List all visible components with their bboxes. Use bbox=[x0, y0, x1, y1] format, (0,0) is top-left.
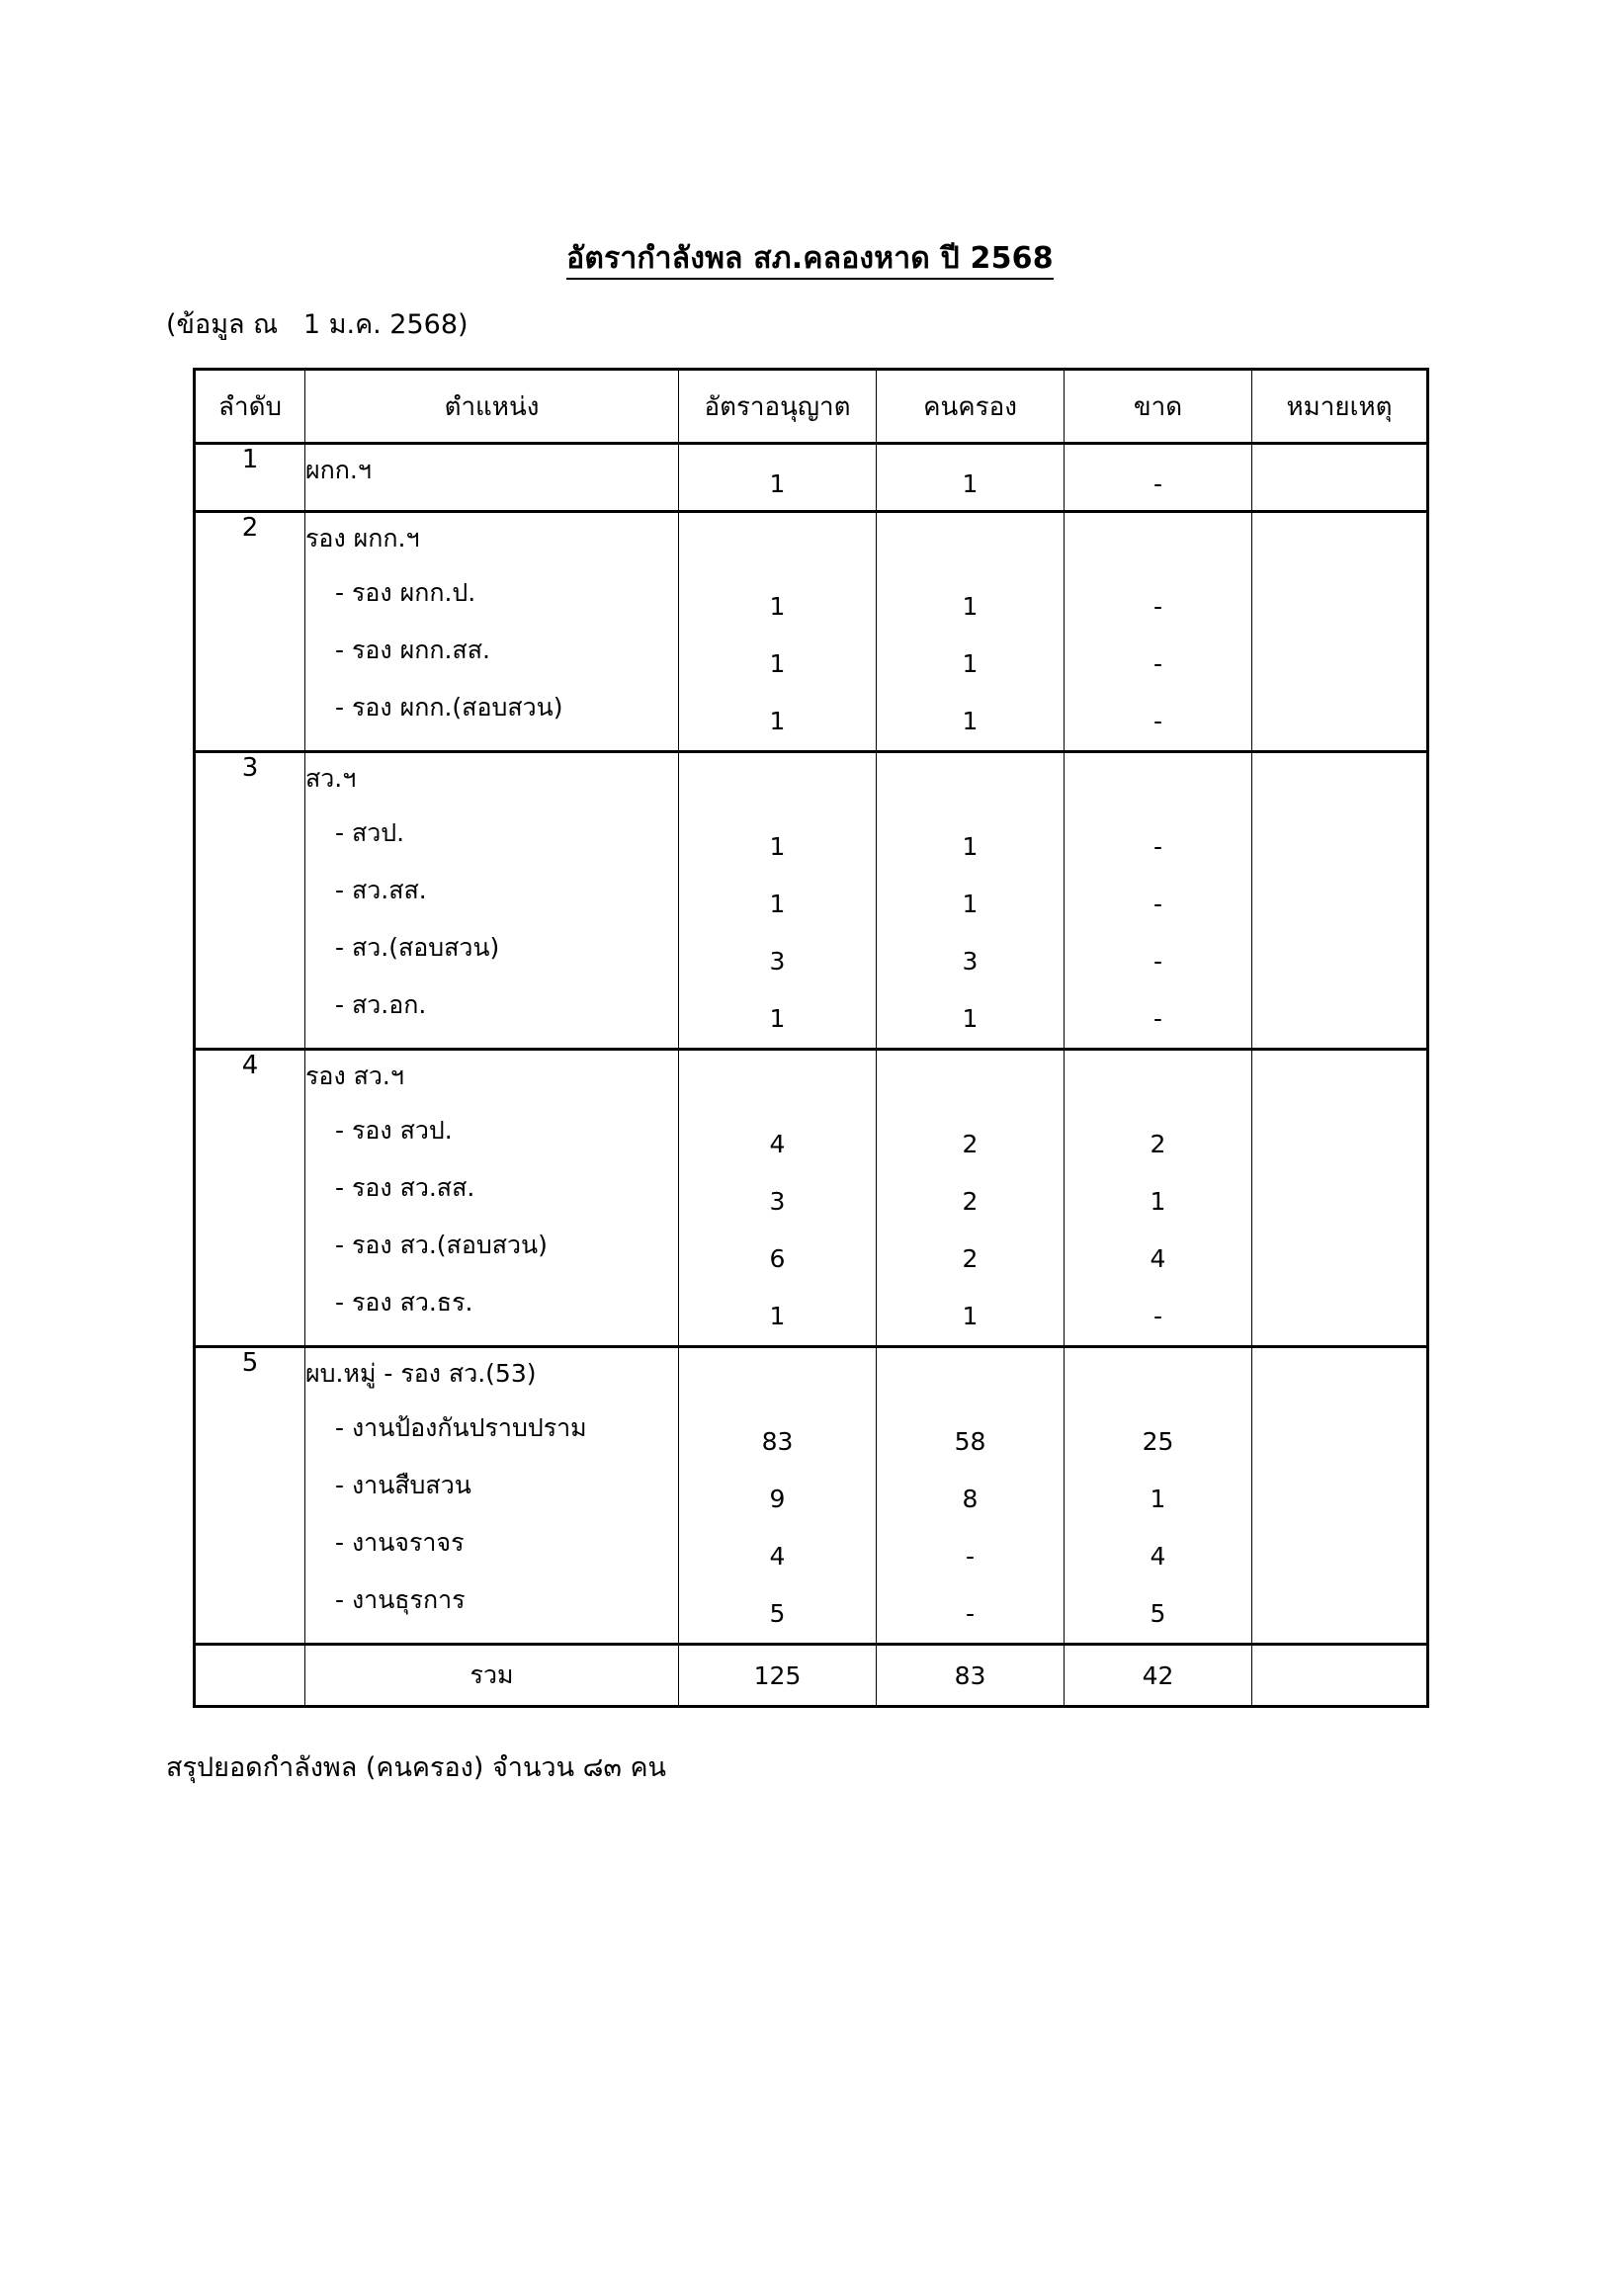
allowed-group-value bbox=[679, 1064, 876, 1116]
position-sub-item: - งานจราจร bbox=[335, 1528, 465, 1557]
row-sequence-number: 5 bbox=[195, 1347, 305, 1645]
position-sub-item: - รอง สว.สส. bbox=[335, 1173, 475, 1202]
position-cell bbox=[305, 444, 679, 512]
total-allowed: 125 bbox=[679, 1645, 877, 1707]
shortage-group-value bbox=[1065, 527, 1251, 578]
allowed-value: 1 bbox=[769, 649, 786, 678]
position-sub-item: - รอง สว.(สอบสวน) bbox=[335, 1231, 548, 1259]
position-group-heading: ผบ.หมู่ - รอง สว.(53) bbox=[305, 1359, 537, 1388]
allowed-cell bbox=[679, 512, 877, 752]
note-cell bbox=[1252, 444, 1428, 512]
allowed-cell bbox=[679, 1347, 877, 1645]
total-no-cell bbox=[195, 1645, 305, 1707]
held-value: 8 bbox=[962, 1485, 979, 1513]
position-cell bbox=[305, 752, 679, 1050]
position-cell bbox=[305, 1347, 679, 1645]
position-cell bbox=[305, 1050, 679, 1347]
allowed-group-value: 1 bbox=[769, 469, 786, 498]
position-sub-item: - รอง ผกก.สส. bbox=[335, 636, 490, 664]
position-sub-item: - สว.อก. bbox=[335, 990, 427, 1019]
total-shortage: 42 bbox=[1065, 1645, 1252, 1707]
shortage-value: - bbox=[1152, 890, 1163, 918]
column-header-held: คนครอง bbox=[877, 370, 1065, 444]
position-sub-item: - สว.(สอบสวน) bbox=[335, 933, 500, 962]
held-value: 58 bbox=[954, 1427, 986, 1456]
column-header-note: หมายเหตุ bbox=[1252, 370, 1428, 444]
held-value: 1 bbox=[962, 649, 979, 678]
allowed-value: 83 bbox=[761, 1427, 794, 1456]
held-cell bbox=[877, 752, 1065, 1050]
position-sub-item: - งานธุรการ bbox=[335, 1585, 466, 1614]
held-cell bbox=[877, 1050, 1065, 1347]
shortage-cell bbox=[1065, 512, 1252, 752]
note-cell bbox=[1252, 752, 1428, 1050]
total-row bbox=[195, 1645, 1428, 1707]
shortage-group-value bbox=[1065, 1362, 1251, 1413]
held-value: 3 bbox=[962, 947, 979, 976]
allowed-group-value bbox=[679, 527, 876, 578]
table-body bbox=[195, 444, 1428, 1645]
column-header-shortage: ขาด bbox=[1065, 370, 1252, 444]
held-group-value bbox=[877, 1362, 1064, 1413]
table-header-row bbox=[195, 370, 1428, 444]
shortage-value: 4 bbox=[1150, 1542, 1166, 1571]
shortage-value: 1 bbox=[1150, 1187, 1166, 1216]
data-as-of-line: (ข้อมูล ณ 1 ม.ค. 2568) bbox=[166, 309, 469, 340]
held-value: 1 bbox=[962, 1302, 979, 1330]
held-value: 1 bbox=[962, 890, 979, 918]
roster-table-wrapper bbox=[193, 368, 1426, 1708]
held-value: 2 bbox=[962, 1187, 979, 1216]
position-sub-item: - รอง สว.ธร. bbox=[335, 1288, 473, 1317]
allowed-value: 5 bbox=[769, 1599, 786, 1628]
row-sequence-number: 2 bbox=[195, 512, 305, 752]
table-head bbox=[195, 370, 1428, 444]
allowed-value: 1 bbox=[769, 707, 786, 735]
shortage-cell bbox=[1065, 444, 1252, 512]
note-cell bbox=[1252, 1347, 1428, 1645]
column-header-no: ลำดับ bbox=[195, 370, 305, 444]
held-group-value bbox=[877, 767, 1064, 818]
column-header-position: ตำแหน่ง bbox=[305, 370, 679, 444]
shortage-value: - bbox=[1152, 649, 1163, 678]
held-value: 2 bbox=[962, 1244, 979, 1273]
allowed-value: 1 bbox=[769, 890, 786, 918]
allowed-group-value bbox=[679, 767, 876, 818]
table-row bbox=[195, 1050, 1428, 1347]
held-group-value bbox=[877, 1064, 1064, 1116]
allowed-value: 1 bbox=[769, 1004, 786, 1033]
held-value: 1 bbox=[962, 592, 979, 621]
note-cell bbox=[1252, 1050, 1428, 1347]
shortage-value: 1 bbox=[1150, 1485, 1166, 1513]
held-group-value bbox=[877, 527, 1064, 578]
shortage-value: - bbox=[1152, 1302, 1163, 1330]
roster-table bbox=[193, 368, 1429, 1708]
shortage-value: - bbox=[1152, 707, 1163, 735]
shortage-cell bbox=[1065, 1347, 1252, 1645]
shortage-value: - bbox=[1152, 832, 1163, 861]
held-value: 1 bbox=[962, 707, 979, 735]
page-title bbox=[0, 235, 1620, 282]
shortage-group-value: - bbox=[1152, 469, 1163, 498]
row-sequence-number: 4 bbox=[195, 1050, 305, 1347]
table-row bbox=[195, 444, 1428, 512]
held-cell bbox=[877, 444, 1065, 512]
allowed-cell bbox=[679, 752, 877, 1050]
allowed-value: 3 bbox=[769, 947, 786, 976]
position-sub-item: - งานสืบสวน bbox=[335, 1471, 471, 1499]
allowed-value: 3 bbox=[769, 1187, 786, 1216]
summary-footer: สรุปยอดกำลังพล (คนครอง) จำนวน ๘๓ คน bbox=[166, 1752, 667, 1783]
total-label: รวม bbox=[305, 1645, 679, 1707]
position-sub-item: - รอง ผกก.ป. bbox=[335, 578, 476, 607]
shortage-cell bbox=[1065, 752, 1252, 1050]
allowed-value: 9 bbox=[769, 1485, 786, 1513]
table-foot bbox=[195, 1645, 1428, 1707]
held-value: - bbox=[965, 1542, 976, 1571]
held-value: - bbox=[965, 1599, 976, 1628]
shortage-value: - bbox=[1152, 592, 1163, 621]
held-value: 2 bbox=[962, 1130, 979, 1158]
position-group-heading: สว.ฯ bbox=[305, 764, 357, 793]
held-value: 1 bbox=[962, 832, 979, 861]
held-cell bbox=[877, 1347, 1065, 1645]
note-cell bbox=[1252, 512, 1428, 752]
shortage-group-value bbox=[1065, 767, 1251, 818]
row-sequence-number: 1 bbox=[195, 444, 305, 512]
row-sequence-number: 3 bbox=[195, 752, 305, 1050]
position-sub-item: - รอง สวป. bbox=[335, 1116, 453, 1145]
page-title-text: อัตรากำลังพล สภ.คลองหาด ปี 2568 bbox=[566, 241, 1054, 280]
position-group-heading: ผกก.ฯ bbox=[305, 456, 372, 484]
allowed-value: 4 bbox=[769, 1130, 786, 1158]
shortage-value: 25 bbox=[1142, 1427, 1174, 1456]
allowed-value: 1 bbox=[769, 1302, 786, 1330]
position-group-heading: รอง ผกก.ฯ bbox=[305, 524, 420, 553]
position-sub-item: - งานป้องกันปราบปราม bbox=[335, 1413, 587, 1442]
total-held: 83 bbox=[877, 1645, 1065, 1707]
allowed-cell bbox=[679, 1050, 877, 1347]
shortage-group-value bbox=[1065, 1064, 1251, 1116]
allowed-value: 1 bbox=[769, 592, 786, 621]
column-header-allowed: อัตราอนุญาต bbox=[679, 370, 877, 444]
shortage-value: 5 bbox=[1150, 1599, 1166, 1628]
position-sub-item: - รอง ผกก.(สอบสวน) bbox=[335, 693, 563, 722]
allowed-cell bbox=[679, 444, 877, 512]
table-row bbox=[195, 752, 1428, 1050]
total-note bbox=[1252, 1645, 1428, 1707]
allowed-value: 1 bbox=[769, 832, 786, 861]
table-row bbox=[195, 512, 1428, 752]
held-group-value: 1 bbox=[962, 469, 979, 498]
held-cell bbox=[877, 512, 1065, 752]
allowed-group-value bbox=[679, 1362, 876, 1413]
position-sub-item: - สวป. bbox=[335, 818, 405, 847]
shortage-value: - bbox=[1152, 947, 1163, 976]
allowed-value: 6 bbox=[769, 1244, 786, 1273]
shortage-cell bbox=[1065, 1050, 1252, 1347]
position-sub-item: - สว.สส. bbox=[335, 876, 427, 904]
shortage-value: 2 bbox=[1150, 1130, 1166, 1158]
position-group-heading: รอง สว.ฯ bbox=[305, 1062, 404, 1090]
held-value: 1 bbox=[962, 1004, 979, 1033]
allowed-value: 4 bbox=[769, 1542, 786, 1571]
shortage-value: 4 bbox=[1150, 1244, 1166, 1273]
position-cell bbox=[305, 512, 679, 752]
shortage-value: - bbox=[1152, 1004, 1163, 1033]
table-row bbox=[195, 1347, 1428, 1645]
